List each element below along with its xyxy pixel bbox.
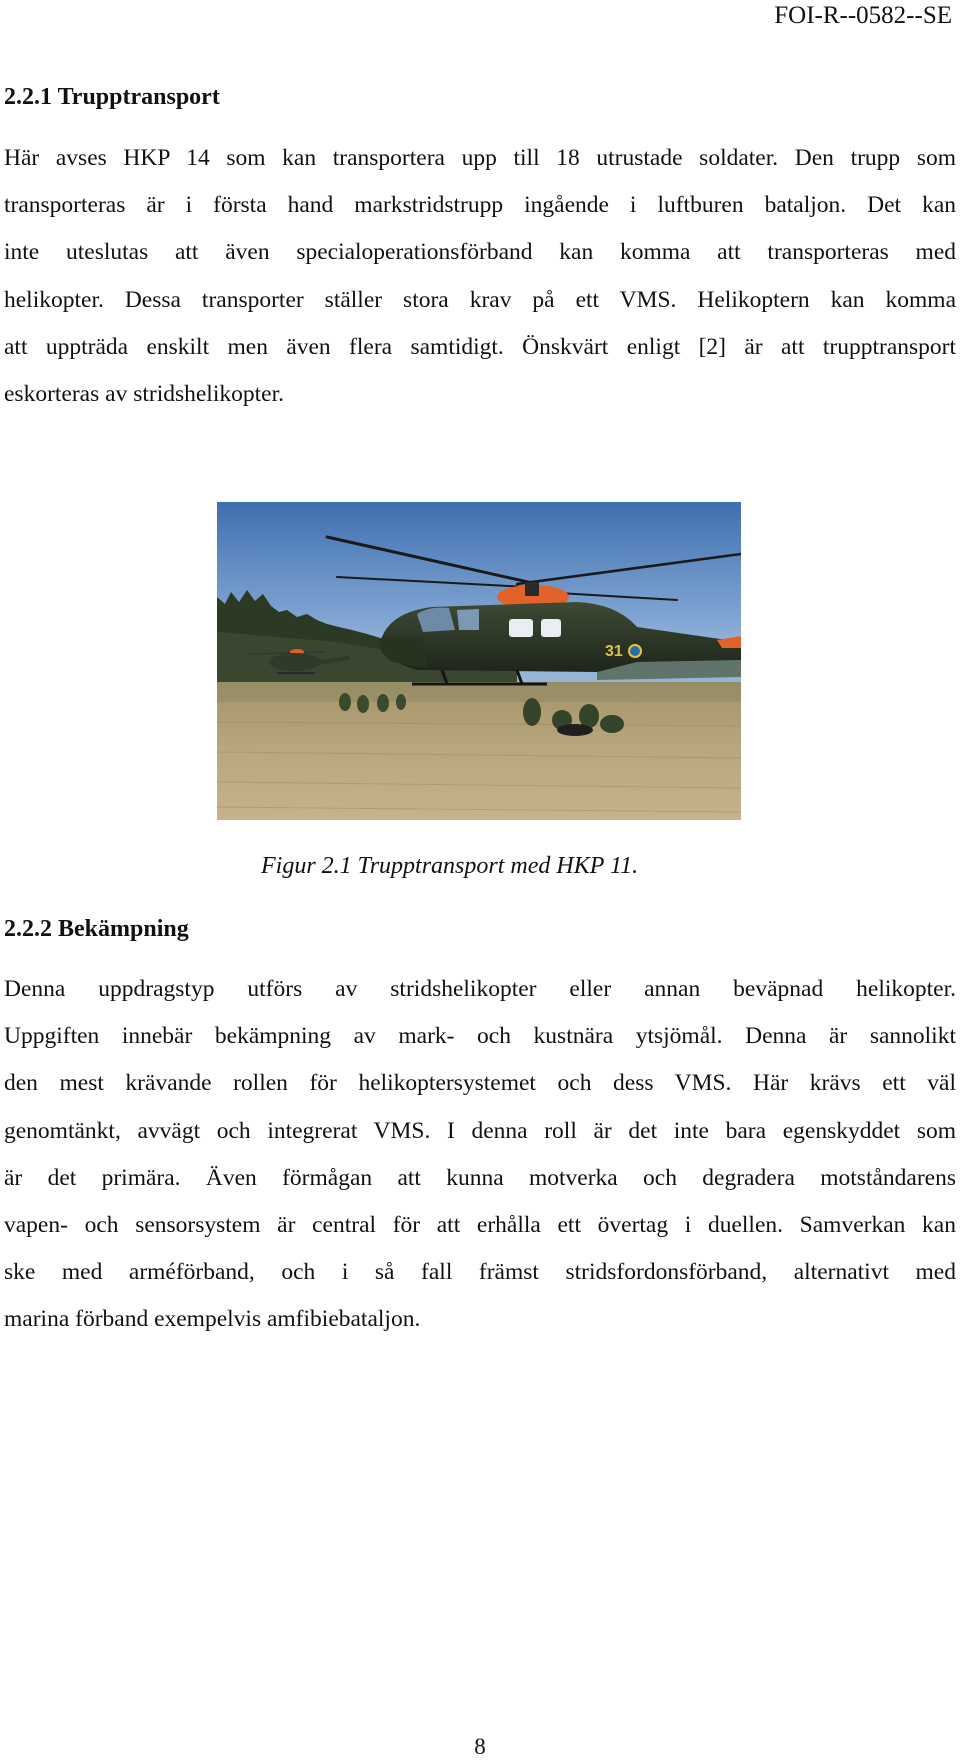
paragraph-line: vapen- och sensorsystem är central för att erhålla ett övertag i duellen. Samverkan kan bbox=[4, 1212, 956, 1239]
paragraph-line: genomtänkt, avvägt och integrerat VMS. I denna roll är det inte bara egenskyddet som bbox=[4, 1117, 956, 1144]
paragraph-bekampning bbox=[4, 966, 956, 1344]
page-number: 8 bbox=[474, 1734, 486, 1759]
figure-caption: Figur 2.1 Trupptransport med HKP 11. bbox=[261, 853, 639, 879]
paragraph-line: eskorteras av stridshelikopter. bbox=[4, 381, 284, 408]
document-code: FOI-R--0582--SE bbox=[774, 2, 952, 29]
paragraph-line: Denna uppdragstyp utförs av stridshelikopter eller annan beväpnad helikopter. bbox=[4, 976, 956, 1002]
tail-number: 31 bbox=[605, 643, 623, 660]
paragraph-line: transporteras är i första hand markstridstrupp ingående i luftburen bataljon. Det kan bbox=[4, 192, 956, 219]
paragraph-line: att uppträda enskilt men även flera samtidigt. Önskvärt enligt [2] är att trupptransport bbox=[4, 333, 956, 360]
paragraph-line: marina förband exempelvis amfibiebataljon. bbox=[4, 1306, 421, 1333]
paragraph-line: den mest krävande rollen för helikoptersystemet och dess VMS. Här krävs ett väl bbox=[4, 1070, 956, 1097]
paragraph-line: inte uteslutas att även specialoperationsförband kan komma att transporteras med bbox=[4, 239, 956, 266]
paragraph-trupptransport bbox=[4, 135, 956, 418]
paragraph-line: Här avses HKP 14 som kan transportera upp till 18 utrustade soldater. Den trupp som bbox=[4, 145, 956, 171]
paragraph-line: är det primära. Även förmågan att kunna motverka och degradera motståndarens bbox=[4, 1164, 956, 1191]
paragraph-line: ske med arméförband, och i så fall främst stridsfordonsförband, alternativt med bbox=[4, 1259, 956, 1286]
helicopter-photo bbox=[217, 502, 741, 820]
paragraph-line: helikopter. Dessa transporter ställer stora krav på ett VMS. Helikoptern kan komma bbox=[4, 286, 956, 313]
section-heading-trupptransport: 2.2.1 Trupptransport bbox=[4, 84, 220, 110]
section-heading-bekampning: 2.2.2 Bekämpning bbox=[4, 916, 189, 942]
paragraph-line: Uppgiften innebär bekämpning av mark- och kustnära ytsjömål. Denna är sannolikt bbox=[4, 1023, 956, 1050]
